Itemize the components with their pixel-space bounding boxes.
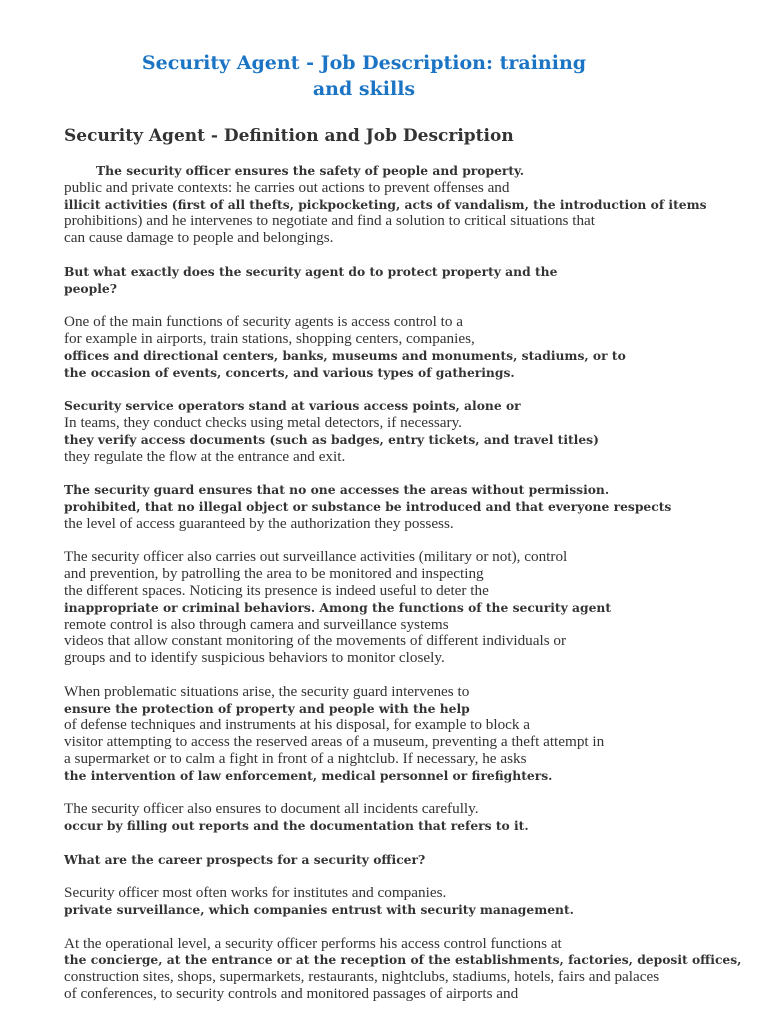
text-line: When problematic situations arise, the security guard intervenes to [64, 682, 470, 700]
paragraph [64, 163, 744, 247]
text-line: prohibitions) and he intervenes to negotiate and find a solution to critical situations that [64, 212, 596, 230]
text-line: the level of access guaranteed by the authorization they possess. [64, 514, 454, 532]
text-line: for example in airports, train stations, shopping centers, companies, [64, 329, 475, 347]
text-line: of conferences, to security controls and monitored passages of airports and [64, 985, 519, 1003]
text-line: ensure the protection of property and people with the help [64, 700, 470, 716]
paragraph [64, 549, 744, 667]
text-line: The security officer ensures the safety of people and property. [96, 163, 525, 178]
text-line: a supermarket or to calm a fight in front of a nightclub. If necessary, he asks [64, 749, 527, 767]
text-line: private surveillance, which companies entrust with security management. [64, 902, 574, 918]
text-line: One of the main functions of security agents is access control to a [64, 313, 463, 331]
text-line: public and private contexts: he carries out actions to prevent offenses and [64, 178, 510, 196]
text-line: In teams, they conduct checks using metal detectors, if necessary. [64, 413, 462, 431]
text-line: can cause damage to people and belongings. [64, 229, 334, 247]
text-line: prohibited, that no illegal object or substance be introduced and that everyone respects [64, 498, 672, 514]
document-body [64, 163, 744, 1020]
text-line: and prevention, by patrolling the area to be monitored and inspecting [64, 565, 484, 583]
text-line: What are the career prospects for a security officer? [64, 851, 426, 867]
text-line: But what exactly does the security agent do to protect property and the [64, 263, 558, 279]
text-line: they verify access documents (such as badges, entry tickets, and travel titles) [64, 431, 599, 447]
text-line: Security officer most often works for institutes and companies. [64, 884, 447, 902]
text-line: the intervention of law enforcement, medical personnel or firefighters. [64, 767, 553, 783]
text-line: illicit activities (first of all thefts, pickpocketing, acts of vandalism, the introduction of items [64, 196, 707, 212]
text-line: of defense techniques and instruments at his disposal, for example to block a [64, 716, 531, 734]
text-line: the different spaces. Noticing its presence is indeed useful to deter the [64, 581, 489, 599]
text-line: remote control is also through camera and surveillance systems [64, 615, 449, 633]
paragraph [64, 398, 744, 465]
paragraph [64, 264, 744, 298]
paragraph [64, 852, 744, 869]
text-line: groups and to identify suspicious behaviors to monitor closely. [64, 649, 445, 667]
text-line: offices and directional centers, banks, museums and monuments, stadiums, or to [64, 347, 626, 363]
text-line: they regulate the flow at the entrance and exit. [64, 447, 346, 465]
text-line: the occasion of events, concerts, and various types of gatherings. [64, 364, 515, 380]
text-line: videos that allow constant monitoring of the movements of different individuals or [64, 632, 567, 650]
text-line: The security officer also ensures to document all incidents carefully. [64, 800, 479, 818]
paragraph [64, 801, 744, 835]
text-line: inappropriate or criminal behaviors. Among the functions of the security agent [64, 599, 612, 615]
document-title: Security Agent - Job Description: training and skills [141, 52, 587, 100]
paragraph [64, 314, 744, 381]
text-line: visitor attempting to access the reserved areas of a museum, preventing a theft attempt in [64, 733, 605, 751]
text-line: The security guard ensures that no one accesses the areas without permission. [64, 482, 610, 498]
text-line: construction sites, shops, supermarkets, restaurants, nightclubs, stadiums, hotels, fairs and palaces [64, 968, 660, 986]
text-line: occur by filling out reports and the documentation that refers to it. [64, 818, 529, 834]
text-line: At the operational level, a security officer performs his access control functions at [64, 934, 562, 952]
paragraph [64, 936, 744, 1003]
paragraph [64, 684, 744, 785]
paragraph [64, 885, 744, 919]
text-line: people? [64, 280, 117, 296]
text-line: The security officer also carries out surveillance activities (military or not), control [64, 548, 568, 566]
text-line: the concierge, at the entrance or at the reception of the establishments, factories, deposit offices, [64, 952, 742, 968]
text-line: Security service operators stand at various access points, alone or [64, 398, 521, 414]
section-heading: Security Agent - Definition and Job Description [64, 126, 514, 146]
paragraph [64, 482, 744, 532]
